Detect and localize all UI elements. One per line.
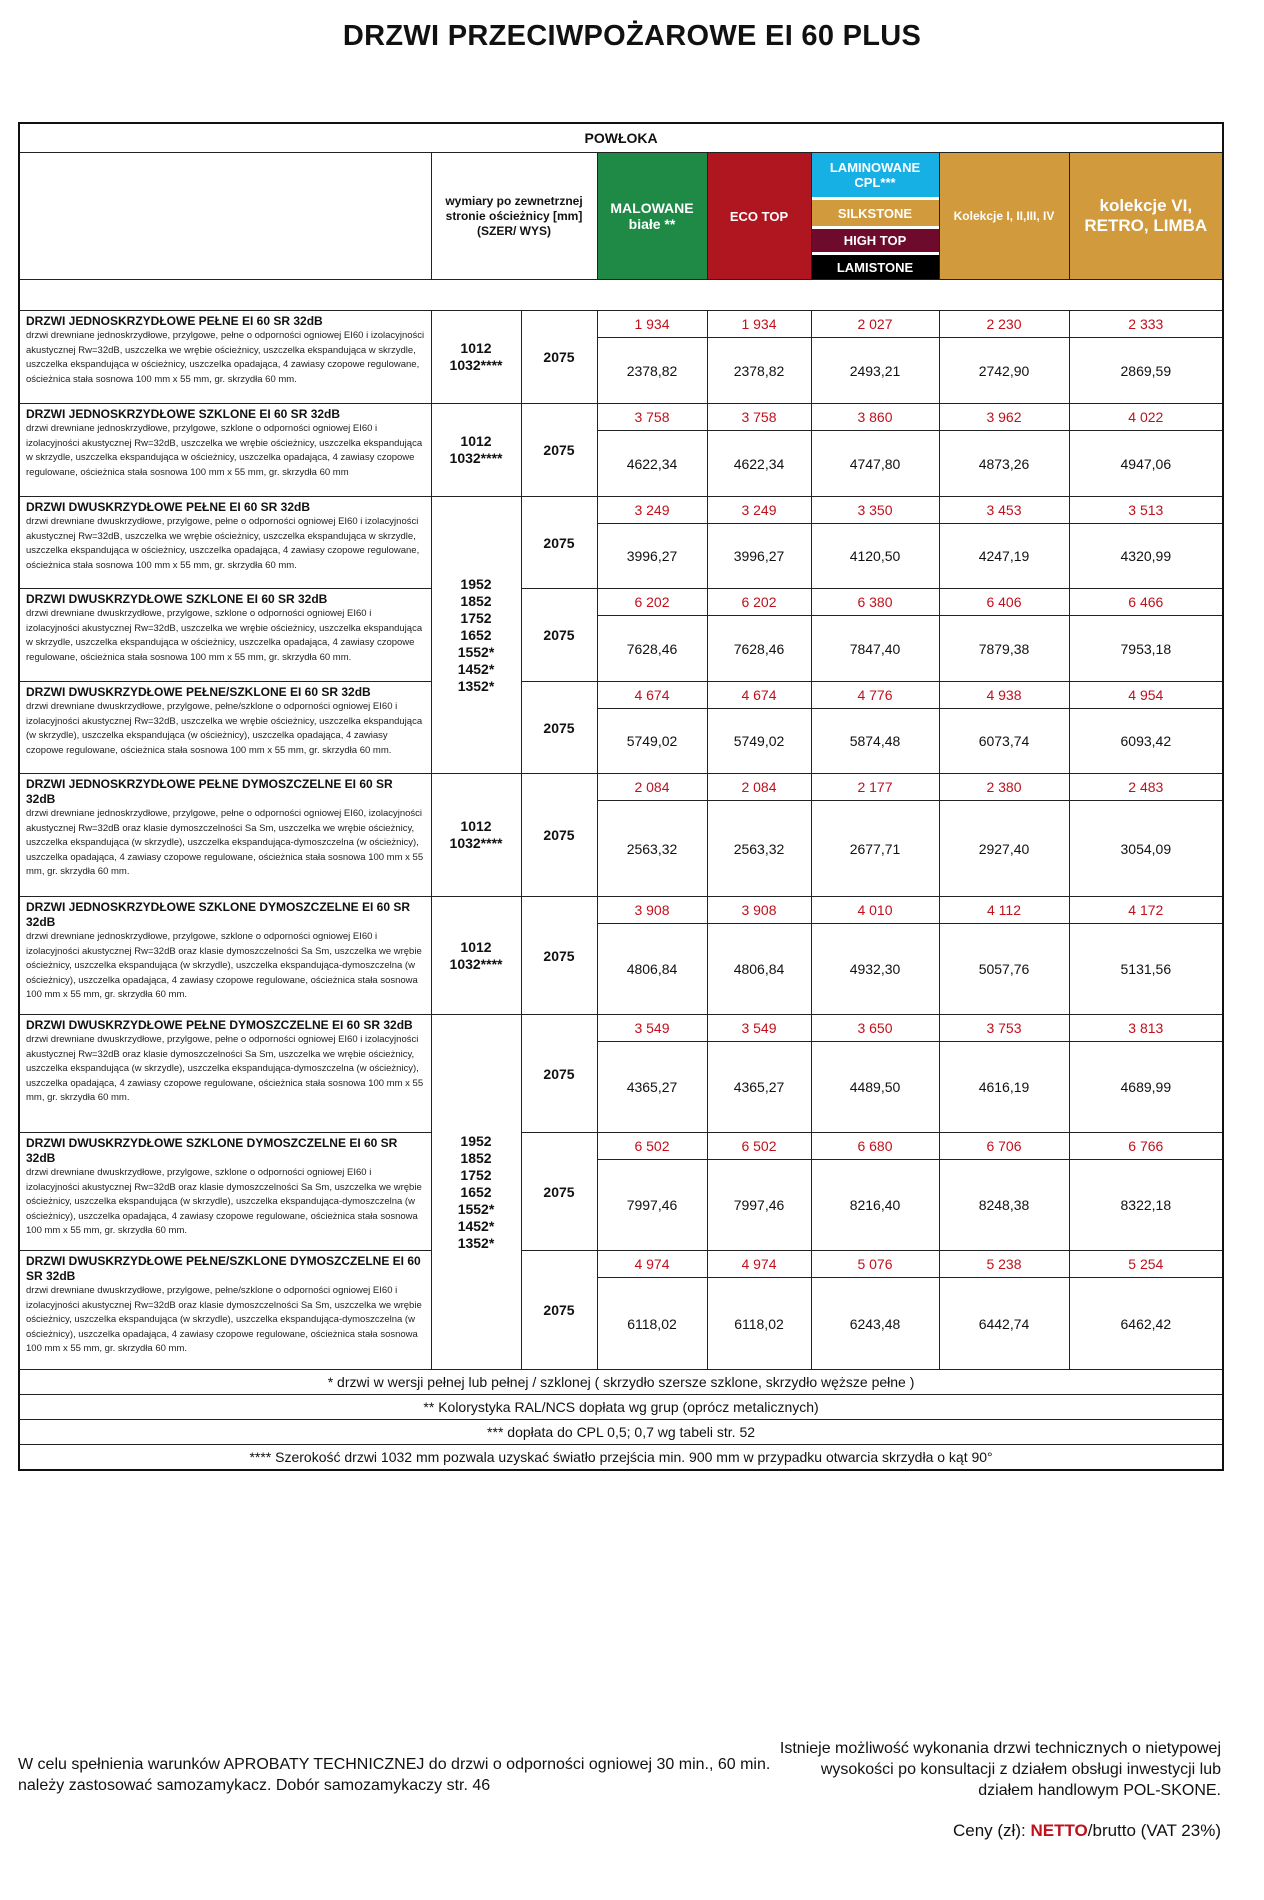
price-netto: 3 249 bbox=[597, 497, 707, 524]
price-netto: 3 513 bbox=[1069, 497, 1223, 524]
price-brutto: 5749,02 bbox=[597, 709, 707, 774]
width-value: 1032**** bbox=[449, 357, 503, 373]
height-value: 2075 bbox=[521, 589, 597, 682]
price-legend-suffix: /brutto (VAT 23%) bbox=[1087, 1821, 1221, 1840]
price-brutto: 6118,02 bbox=[597, 1278, 707, 1370]
price-netto: 2 333 bbox=[1069, 311, 1223, 338]
price-netto: 4 674 bbox=[707, 682, 811, 709]
price-netto: 2 230 bbox=[939, 311, 1069, 338]
price-netto: 4 172 bbox=[1069, 897, 1223, 924]
price-brutto: 5057,76 bbox=[939, 924, 1069, 1015]
width-value: 1552* bbox=[457, 1200, 495, 1217]
price-brutto: 7997,46 bbox=[707, 1160, 811, 1251]
label-lamistone: LAMISTONE bbox=[812, 255, 939, 279]
price-netto: 4 674 bbox=[597, 682, 707, 709]
powloka-row bbox=[19, 123, 1223, 153]
dimensions-header: wymiary po zewnetrznej stronie ościeżnicy [mm] (SZER/ WYS) bbox=[431, 153, 597, 280]
product-description: drzwi drewniane dwuskrzydłowe, przylgowe, pełne o odporności ogniowej EI60 i izolacyjności akustycznej Rw=32dB oraz klasie dymoszczelności Sa Sm, uszczelka we wrębie ościeżnicy, uszczelka ekspandująca (w skrzydle), uszczelka ekspandująca-dymoszczelna (w ościeżnicy), uszczelka opadająca, 4 zawiasy czopowe regulowane, ościeżnica stała sosnowa 100 mm x 55 mm, gr. skrzydła 60 mm. bbox=[26, 1034, 424, 1103]
price-netto: 4 938 bbox=[939, 682, 1069, 709]
product-description-cell bbox=[19, 497, 431, 589]
price-brutto: 2742,90 bbox=[939, 338, 1069, 404]
price-brutto: 4365,27 bbox=[597, 1042, 707, 1133]
price-brutto: 4873,26 bbox=[939, 431, 1069, 497]
powloka-header: POWŁOKA bbox=[19, 123, 1223, 153]
width-options-cell bbox=[431, 497, 521, 774]
width-value: 1352* bbox=[457, 1234, 495, 1251]
price-brutto: 4806,84 bbox=[707, 924, 811, 1015]
product-title: DRZWI JEDNOSKRZYDŁOWE SZKLONE DYMOSZCZELNE EI 60 SR 32dB bbox=[26, 900, 411, 929]
product-description: drzwi drewniane dwuskrzydłowe, przylgowe, szklone o odporności ogniowej EI60 i izolacyjności akustycznej Rw=32dB, uszczelka we wrębie ościeżnicy, uszczelka ekspandująca w skrzydle, uszczelka ekspandująca w ościeżnicy, uszczelka opadająca, 4 zawiasy czopowe regulowane, ościeżnica stała sosnowa 100 mm x 55 mm, gr. skrzydła 60 mm. bbox=[26, 608, 423, 663]
price-brutto: 4932,30 bbox=[811, 924, 939, 1015]
col-ecotop-header: ECO TOP bbox=[707, 153, 811, 280]
width-value: 1852 bbox=[460, 592, 492, 609]
price-netto: 3 350 bbox=[811, 497, 939, 524]
width-value: 1752 bbox=[460, 1166, 492, 1183]
price-netto: 3 908 bbox=[597, 897, 707, 924]
width-value: 1452* bbox=[457, 660, 495, 677]
price-brutto: 2677,71 bbox=[811, 801, 939, 897]
price-brutto: 3996,27 bbox=[597, 524, 707, 589]
label-hightop: HIGH TOP bbox=[812, 229, 939, 252]
price-brutto: 4622,34 bbox=[597, 431, 707, 497]
width-options-cell bbox=[431, 774, 521, 897]
price-brutto: 4120,50 bbox=[811, 524, 939, 589]
width-value: 1012 bbox=[460, 340, 492, 356]
product-row bbox=[19, 774, 1223, 801]
price-brutto: 4247,19 bbox=[939, 524, 1069, 589]
price-netto: 4 974 bbox=[707, 1251, 811, 1278]
price-netto: 5 238 bbox=[939, 1251, 1069, 1278]
price-brutto: 6462,42 bbox=[1069, 1278, 1223, 1370]
price-netto: 3 813 bbox=[1069, 1015, 1223, 1042]
product-row bbox=[19, 404, 1223, 431]
price-netto: 6 406 bbox=[939, 589, 1069, 616]
product-title: DRZWI DWUSKRZYDŁOWE PEŁNE/SZKLONE DYMOSZCZELNE EI 60 SR 32dB bbox=[26, 1254, 421, 1283]
header-empty-cell bbox=[19, 153, 431, 280]
price-netto: 6 706 bbox=[939, 1133, 1069, 1160]
price-netto: 4 776 bbox=[811, 682, 939, 709]
product-title: DRZWI DWUSKRZYDŁOWE PEŁNE/SZKLONE EI 60 SR 32dB bbox=[26, 685, 371, 699]
height-value: 2075 bbox=[521, 897, 597, 1015]
price-netto: 6 502 bbox=[597, 1133, 707, 1160]
spacer-row bbox=[19, 280, 1223, 311]
price-netto: 2 483 bbox=[1069, 774, 1223, 801]
price-brutto: 7847,40 bbox=[811, 616, 939, 682]
product-description-cell bbox=[19, 404, 431, 497]
price-netto: 6 680 bbox=[811, 1133, 939, 1160]
product-description-cell bbox=[19, 311, 431, 404]
price-netto: 6 202 bbox=[597, 589, 707, 616]
width-value: 1352* bbox=[457, 677, 495, 694]
price-netto: 3 962 bbox=[939, 404, 1069, 431]
price-netto: 6 202 bbox=[707, 589, 811, 616]
price-legend bbox=[700, 1821, 1221, 1841]
product-title: DRZWI DWUSKRZYDŁOWE PEŁNE DYMOSZCZELNE EI 60 SR 32dB bbox=[26, 1018, 413, 1032]
width-value: 1652 bbox=[460, 1183, 492, 1200]
height-value: 2075 bbox=[521, 311, 597, 404]
price-netto: 3 908 bbox=[707, 897, 811, 924]
price-legend-netto: NETTO bbox=[1030, 1821, 1088, 1840]
product-description: drzwi drewniane dwuskrzydłowe, przylgowe, pełne/szklone o odporności ogniowej EI60 i izolacyjności akustycznej Rw=32dB, uszczelka we wrębie ościeżnicy, uszczelka ekspandująca (w skrzydle), uszczelka ekspandująca (w ościeżnicy), uszczelka opadająca, 4 zawiasy czopowe regulowane, ościeżnica stała sosnowa 100 mm x 55 mm, gr. skrzydła 60 mm. bbox=[26, 701, 423, 756]
product-description-cell bbox=[19, 1251, 431, 1370]
price-brutto: 6118,02 bbox=[707, 1278, 811, 1370]
price-brutto: 7628,46 bbox=[597, 616, 707, 682]
price-legend-prefix: Ceny (zł): bbox=[952, 1821, 1031, 1840]
price-netto: 3 549 bbox=[707, 1015, 811, 1042]
price-netto: 6 766 bbox=[1069, 1133, 1223, 1160]
price-netto: 3 860 bbox=[811, 404, 939, 431]
product-row bbox=[19, 497, 1223, 524]
product-description-cell bbox=[19, 1133, 431, 1251]
width-value: 1012 bbox=[460, 938, 492, 955]
width-value: 1752 bbox=[460, 609, 492, 626]
price-brutto: 4616,19 bbox=[939, 1042, 1069, 1133]
price-brutto: 4947,06 bbox=[1069, 431, 1223, 497]
col-kolekcje-1-header: Kolekcje I, II,III, IV bbox=[939, 153, 1069, 280]
product-row bbox=[19, 1133, 1223, 1160]
price-brutto: 7953,18 bbox=[1069, 616, 1223, 682]
product-title: DRZWI JEDNOSKRZYDŁOWE PEŁNE EI 60 SR 32dB bbox=[26, 314, 323, 328]
price-brutto: 5749,02 bbox=[707, 709, 811, 774]
product-description: drzwi drewniane jednoskrzydłowe, przylgowe, pełne o odporności ogniowej EI60, izolacyjności akustycznej Rw=32dB oraz klasie dymoszczelności Sa Sm, uszczelka we wrębie ościeżnicy, uszczelka ekspandująca (w skrzydle), uszczelka ekspandująca-dymoszczelna (w ościeżnicy), uszczelka opadająca, 4 zawiasy czopowe regulowane, ościeżnica stała sosnowa 100 mm x 55 mm, gr. skrzydła 60 mm. bbox=[26, 808, 424, 877]
product-description: drzwi drewniane jednoskrzydłowe, przylgowe, szklone o odporności ogniowej EI60 i izolacyjności akustycznej Rw=32dB, uszczelka we wrębie ościeżnicy, uszczelka ekspandująca w skrzydle, uszczelka ekspandująca w ościeżnicy, uszczelka opadająca, 4 zawiasy czopowe regulowane, ościeżnica stała sosnowa 100 mm x 55 mm, gr. skrzydła 60 mm bbox=[26, 423, 423, 478]
footnote-row bbox=[19, 1370, 1223, 1395]
spacer-cell bbox=[19, 280, 1223, 311]
price-brutto: 3996,27 bbox=[707, 524, 811, 589]
price-brutto: 5131,56 bbox=[1069, 924, 1223, 1015]
height-value: 2075 bbox=[521, 1133, 597, 1251]
height-value: 2075 bbox=[521, 1251, 597, 1370]
width-options-cell bbox=[431, 404, 521, 497]
price-netto: 4 022 bbox=[1069, 404, 1223, 431]
footnote-row bbox=[19, 1395, 1223, 1420]
price-netto: 3 758 bbox=[597, 404, 707, 431]
product-description-cell bbox=[19, 682, 431, 774]
price-brutto: 7879,38 bbox=[939, 616, 1069, 682]
product-row bbox=[19, 311, 1223, 338]
footnote-2: ** Kolorystyka RAL/NCS dopłata wg grup (oprócz metalicznych) bbox=[19, 1395, 1223, 1420]
price-brutto: 4806,84 bbox=[597, 924, 707, 1015]
price-brutto: 2378,82 bbox=[597, 338, 707, 404]
price-brutto: 2869,59 bbox=[1069, 338, 1223, 404]
price-brutto: 4622,34 bbox=[707, 431, 811, 497]
width-value: 1032**** bbox=[449, 955, 503, 972]
price-brutto: 6243,48 bbox=[811, 1278, 939, 1370]
product-description: drzwi drewniane dwuskrzydłowe, przylgowe, pełne/szklone o odporności ogniowej EI60 i izolacyjności akustycznej Rw=32dB oraz klasie dymoszczelności Sa Sm, uszczelka we wrębie ościeżnicy, uszczelka ekspandująca (w skrzydle), uszczelka ekspandująca-dymoszczelna (w ościeżnicy), uszczelka opadająca, 4 zawiasy czopowe regulowane, ościeżnica stała sosnowa 100 mm x 55 mm, gr. skrzydła 60 mm. bbox=[26, 1285, 422, 1354]
price-brutto: 8322,18 bbox=[1069, 1160, 1223, 1251]
price-netto: 4 112 bbox=[939, 897, 1069, 924]
width-value: 1452* bbox=[457, 1217, 495, 1234]
product-description-cell bbox=[19, 774, 431, 897]
price-brutto: 2927,40 bbox=[939, 801, 1069, 897]
width-value: 1032**** bbox=[449, 450, 503, 466]
col-malowane-header: MALOWANE białe ** bbox=[597, 153, 707, 280]
height-value: 2075 bbox=[521, 682, 597, 774]
col-kolekcje-2-header: kolekcje VI, RETRO, LIMBA bbox=[1069, 153, 1223, 280]
price-netto: 5 254 bbox=[1069, 1251, 1223, 1278]
price-netto: 4 954 bbox=[1069, 682, 1223, 709]
product-description-cell bbox=[19, 897, 431, 1015]
price-netto: 3 453 bbox=[939, 497, 1069, 524]
price-netto: 6 466 bbox=[1069, 589, 1223, 616]
price-brutto: 7628,46 bbox=[707, 616, 811, 682]
price-brutto: 2378,82 bbox=[707, 338, 811, 404]
price-netto: 2 084 bbox=[707, 774, 811, 801]
page-title: DRZWI PRZECIWPOŻAROWE EI 60 PLUS bbox=[342, 20, 922, 52]
price-netto: 2 027 bbox=[811, 311, 939, 338]
footnote-3: *** dopłata do CPL 0,5; 0,7 wg tabeli str. 52 bbox=[19, 1420, 1223, 1445]
footnote-row bbox=[19, 1445, 1223, 1471]
width-value: 1952 bbox=[460, 575, 492, 592]
price-netto: 2 380 bbox=[939, 774, 1069, 801]
price-netto: 4 974 bbox=[597, 1251, 707, 1278]
column-header-row bbox=[19, 153, 1223, 280]
width-value: 1552* bbox=[457, 643, 495, 660]
product-row bbox=[19, 682, 1223, 709]
price-brutto: 7997,46 bbox=[597, 1160, 707, 1251]
col-laminowane-header bbox=[811, 153, 939, 280]
product-description: drzwi drewniane jednoskrzydłowe, przylgowe, pełne o odporności ogniowej EI60 i izolacyjności akustycznej Rw=32dB, uszczelka we wrębie ościeżnicy, uszczelka ekspandująca w skrzydle, uszczelka ekspandująca w ościeżnicy, uszczelka opadająca, 4 zawiasy czopowe regulowane, ościeżnica stała sosnowa 100 mm x 55 mm, gr. skrzydła 60 mm. bbox=[26, 330, 425, 385]
price-brutto: 4489,50 bbox=[811, 1042, 939, 1133]
product-description: drzwi drewniane dwuskrzydłowe, przylgowe, pełne o odporności ogniowej EI60 i izolacyjności akustycznej Rw=32dB, uszczelka we wrębie ościeżnicy, uszczelka ekspandująca w skrzydle, uszczelka ekspandująca w ościeżnicy, uszczelka opadająca, 4 zawiasy czopowe regulowane, ościeżnica stała sosnowa 100 mm x 55 mm, gr. skrzydła 60 mm. bbox=[26, 516, 420, 571]
price-brutto: 6442,74 bbox=[939, 1278, 1069, 1370]
price-netto: 4 010 bbox=[811, 897, 939, 924]
width-options-cell bbox=[431, 897, 521, 1015]
product-row bbox=[19, 589, 1223, 616]
price-netto: 1 934 bbox=[707, 311, 811, 338]
width-value: 1012 bbox=[460, 818, 492, 834]
product-title: DRZWI JEDNOSKRZYDŁOWE PEŁNE DYMOSZCZELNE EI 60 SR 32dB bbox=[26, 777, 393, 806]
price-brutto: 4320,99 bbox=[1069, 524, 1223, 589]
price-brutto: 6073,74 bbox=[939, 709, 1069, 774]
price-netto: 6 380 bbox=[811, 589, 939, 616]
price-netto: 1 934 bbox=[597, 311, 707, 338]
product-title: DRZWI DWUSKRZYDŁOWE PEŁNE EI 60 SR 32dB bbox=[26, 500, 311, 514]
closer-note: W celu spełnienia warunków APROBATY TECHNICZNEJ do drzwi o odporności ogniowej 30 min., 60 min. należy zastosować samozamykacz. Dobór samozamykaczy str. 46 bbox=[18, 1756, 771, 1794]
price-brutto: 6093,42 bbox=[1069, 709, 1223, 774]
height-value: 2075 bbox=[521, 774, 597, 897]
product-description-cell bbox=[19, 589, 431, 682]
height-value: 2075 bbox=[521, 404, 597, 497]
price-netto: 5 076 bbox=[811, 1251, 939, 1278]
price-netto: 3 549 bbox=[597, 1015, 707, 1042]
price-brutto: 8216,40 bbox=[811, 1160, 939, 1251]
price-brutto: 4747,80 bbox=[811, 431, 939, 497]
height-value: 2075 bbox=[521, 497, 597, 589]
price-table bbox=[18, 122, 1224, 1471]
footnote-row bbox=[19, 1420, 1223, 1445]
price-netto: 6 502 bbox=[707, 1133, 811, 1160]
product-title: DRZWI DWUSKRZYDŁOWE SZKLONE DYMOSZCZELNE EI 60 SR 32dB bbox=[26, 1136, 398, 1165]
price-brutto: 8248,38 bbox=[939, 1160, 1069, 1251]
footnote-4: **** Szerokość drzwi 1032 mm pozwala uzyskać światło przejścia min. 900 mm w przypadku otwarcia skrzydła o kąt 90° bbox=[19, 1445, 1223, 1471]
price-brutto: 2493,21 bbox=[811, 338, 939, 404]
width-options-cell bbox=[431, 1015, 521, 1370]
price-brutto: 5874,48 bbox=[811, 709, 939, 774]
price-brutto: 2563,32 bbox=[707, 801, 811, 897]
label-cpl: LAMINOWANE CPL*** bbox=[812, 153, 939, 197]
price-netto: 3 650 bbox=[811, 1015, 939, 1042]
price-brutto: 4365,27 bbox=[707, 1042, 811, 1133]
width-value: 1012 bbox=[460, 433, 492, 449]
width-value: 1032**** bbox=[449, 835, 503, 851]
price-netto: 2 177 bbox=[811, 774, 939, 801]
product-row bbox=[19, 1015, 1223, 1042]
price-netto: 3 758 bbox=[707, 404, 811, 431]
footnote-1: * drzwi w wersji pełnej lub pełnej / szklonej ( skrzydło szersze szklone, skrzydło węższe pełne ) bbox=[19, 1370, 1223, 1395]
width-value: 1952 bbox=[460, 1132, 492, 1149]
product-description-cell bbox=[19, 1015, 431, 1133]
product-row bbox=[19, 1251, 1223, 1278]
custom-height-note: Istnieje możliwość wykonania drzwi technicznych o nietypowej wysokości po konsultacji z działem obsługi inwestycji lub działem handlowym POL-SKONE. bbox=[779, 1740, 1221, 1799]
label-silkstone: SILKSTONE bbox=[812, 200, 939, 226]
width-options-cell bbox=[431, 311, 521, 404]
price-brutto: 2563,32 bbox=[597, 801, 707, 897]
product-title: DRZWI DWUSKRZYDŁOWE SZKLONE EI 60 SR 32dB bbox=[26, 592, 328, 606]
price-netto: 3 753 bbox=[939, 1015, 1069, 1042]
price-netto: 2 084 bbox=[597, 774, 707, 801]
product-title: DRZWI JEDNOSKRZYDŁOWE SZKLONE EI 60 SR 32dB bbox=[26, 407, 341, 421]
price-brutto: 4689,99 bbox=[1069, 1042, 1223, 1133]
price-netto: 3 249 bbox=[707, 497, 811, 524]
product-description: drzwi drewniane jednoskrzydłowe, przylgowe, szklone o odporności ogniowej EI60 i izolacyjności akustycznej Rw=32dB oraz klasie dymoszczelności Sa Sm, uszczelka we wrębie ościeżnicy, uszczelka ekspandująca (w skrzydle), uszczelka ekspandująca-dymoszczelna (w ościeżnicy), uszczelka opadająca, 4 zawiasy czopowe regulowane, ościeżnica stała sosnowa 100 mm x 55 mm, gr. skrzydła 60 mm. bbox=[26, 931, 422, 1000]
width-value: 1652 bbox=[460, 626, 492, 643]
price-brutto: 3054,09 bbox=[1069, 801, 1223, 897]
height-value: 2075 bbox=[521, 1015, 597, 1133]
width-value: 1852 bbox=[460, 1149, 492, 1166]
product-row bbox=[19, 897, 1223, 924]
product-description: drzwi drewniane dwuskrzydłowe, przylgowe, szklone o odporności ogniowej EI60 i izolacyjności akustycznej Rw=32dB oraz klasie dymoszczelności Sa Sm, uszczelka we wrębie ościeżnicy, uszczelka ekspandująca (w skrzydle), uszczelka ekspandująca-dymoszczelna (w ościeżnicy), uszczelka opadająca, 4 zawiasy czopowe regulowane, ościeżnica stała sosnowa 100 mm x 55 mm, gr. skrzydła 60 mm. bbox=[26, 1167, 422, 1236]
